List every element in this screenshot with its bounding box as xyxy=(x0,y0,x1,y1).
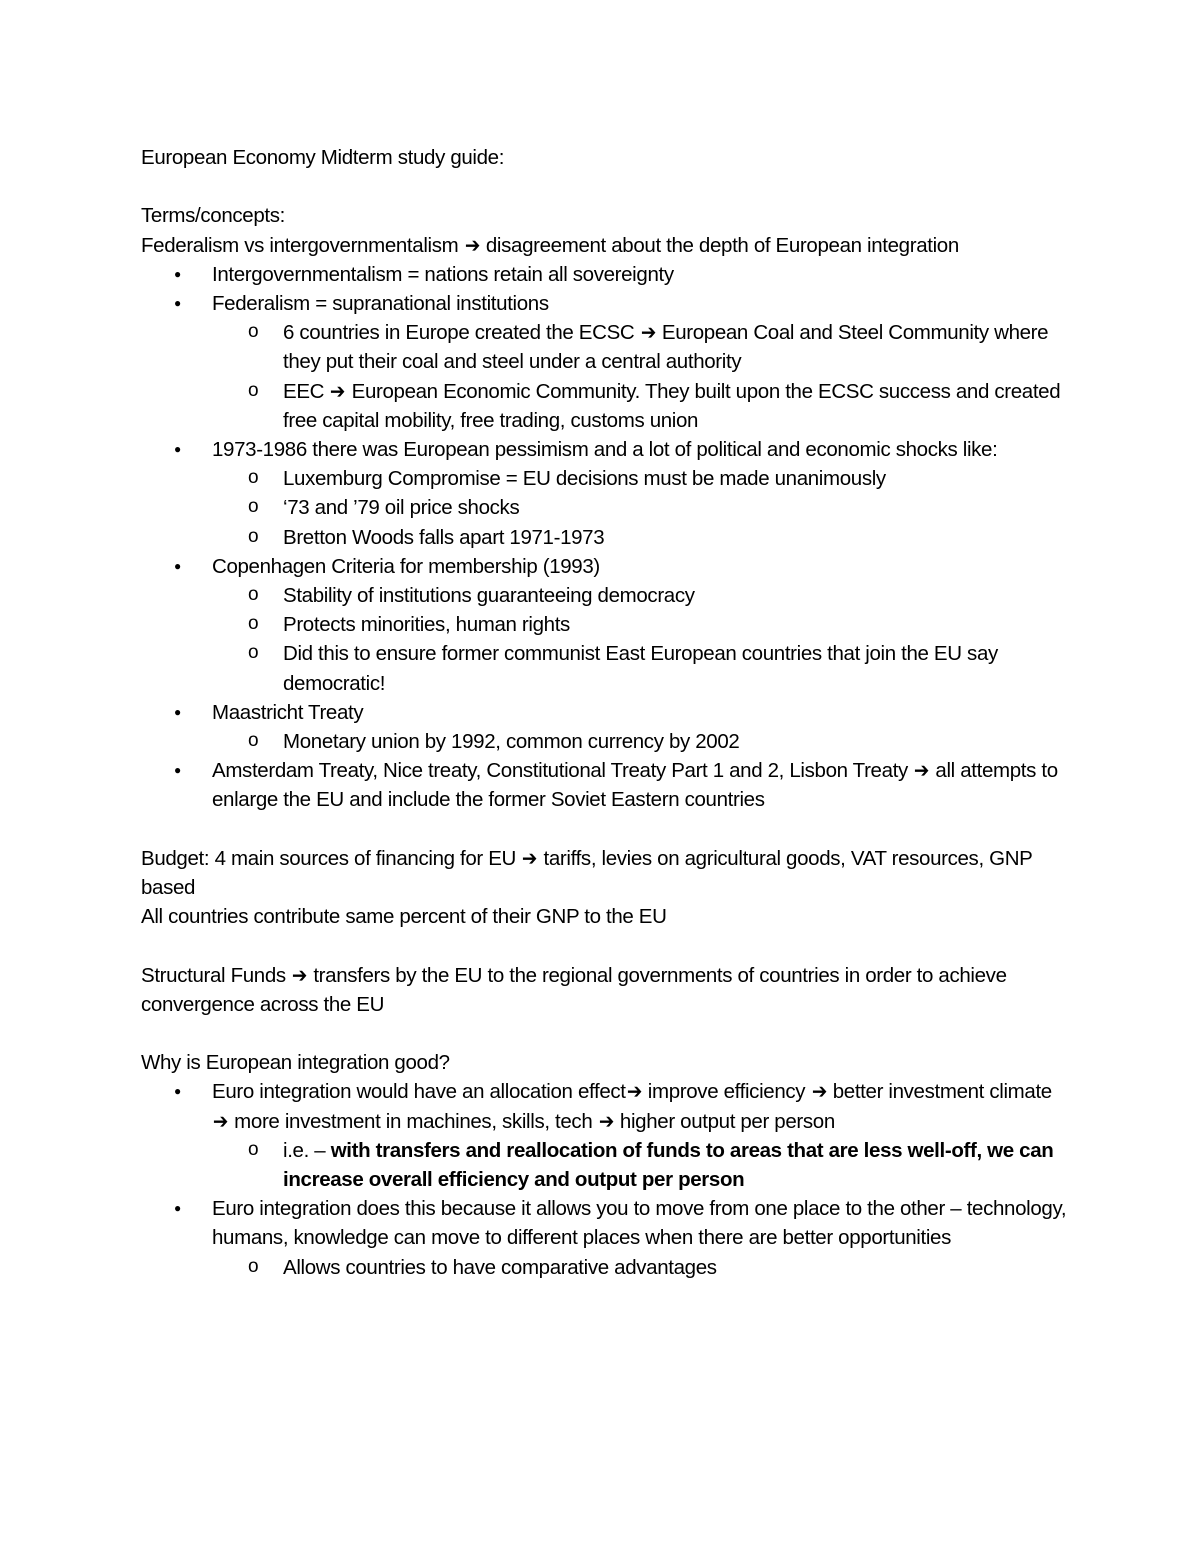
sub-list-item xyxy=(212,464,1071,493)
text: disagreement about the depth of European integration xyxy=(480,233,959,257)
list-item xyxy=(141,1077,1071,1194)
sub-list-item xyxy=(212,493,1071,522)
budget-line xyxy=(141,844,1071,902)
terms-heading: Terms/concepts: xyxy=(141,204,285,228)
list-item xyxy=(141,698,1071,756)
arrow-icon: ➔ xyxy=(291,963,308,987)
text: Budget: 4 main sources of financing for EU xyxy=(141,846,522,870)
text: Structural Funds xyxy=(141,963,292,987)
sub-list-item xyxy=(212,727,1071,756)
list-item xyxy=(141,260,1071,289)
arrow-icon: ➔ xyxy=(811,1080,827,1104)
sub-list-item xyxy=(212,377,1071,435)
sub-list xyxy=(212,318,1071,435)
arrow-icon: ➔ xyxy=(626,1080,642,1104)
list-item xyxy=(141,289,1071,435)
text: tariffs, levies on agricultural goods, VAT resources, GNP based xyxy=(141,846,1033,900)
text: European Economic Community. They built upon the ECSC success and created free capital mobility, free trading, customs union xyxy=(283,379,1061,432)
blank-line xyxy=(141,931,1071,960)
sub-list-item xyxy=(212,639,1071,697)
text: Monetary union by 1992, common currency by 2002 xyxy=(283,730,740,754)
text: Protects minorities, human rights xyxy=(283,613,570,637)
text: 6 countries in Europe created the ECSC xyxy=(283,321,640,345)
text: European Coal and Steel Community where they put their coal and steel under a central authority xyxy=(283,321,1049,374)
blank-line xyxy=(141,1019,1071,1048)
item-text: Intergovernmentalism = nations retain all sovereignty xyxy=(212,262,674,286)
list-item xyxy=(141,1194,1071,1282)
text: Luxemburg Compromise = EU decisions must be made unanimously xyxy=(283,467,886,491)
sub-list xyxy=(212,581,1071,698)
sub-list-item xyxy=(212,318,1071,376)
arrow-icon: ➔ xyxy=(212,1109,228,1133)
arrow-icon: ➔ xyxy=(598,1109,614,1133)
page-title: European Economy Midterm study guide: xyxy=(141,146,505,169)
structural-funds-line xyxy=(141,961,1071,1019)
budget-contribution: All countries contribute same percent of their GNP to the EU xyxy=(141,905,667,929)
text: Allows countries to have comparative advantages xyxy=(283,1255,717,1279)
text: more investment in machines, skills, tech xyxy=(228,1109,598,1133)
text: Bretton Woods falls apart 1971-1973 xyxy=(283,525,605,549)
sub-list xyxy=(212,464,1071,552)
why-list xyxy=(141,1077,1071,1281)
text: higher output per person xyxy=(614,1109,835,1133)
text: i.e. – xyxy=(283,1138,331,1162)
text: all attempts to enlarge the EU and include the former Soviet Eastern countries xyxy=(212,759,1058,812)
blank-line xyxy=(141,172,1071,201)
item-text: Euro integration does this because it allows you to move from one place to the other – technology, humans, knowledge can move to different places when there are better opportunities xyxy=(212,1197,1067,1250)
sub-list xyxy=(212,727,1071,756)
terms-list xyxy=(141,260,1071,815)
document-body xyxy=(141,143,1071,1282)
sub-list-item xyxy=(212,1253,1071,1282)
sub-list-item xyxy=(212,610,1071,639)
text: transfers by the EU to the regional governments of countries in order to achieve convergence across the EU xyxy=(141,963,1007,1016)
sub-list-item xyxy=(212,1136,1071,1194)
text: Federalism vs intergovernmentalism xyxy=(141,233,464,257)
sub-list-item xyxy=(212,581,1071,610)
item-text: Copenhagen Criteria for membership (1993) xyxy=(212,554,600,578)
why-heading: Why is European integration good? xyxy=(141,1051,450,1075)
arrow-icon: ➔ xyxy=(464,233,480,257)
text: better investment climate xyxy=(827,1080,1052,1104)
federalism-line xyxy=(141,231,1071,260)
blank-line xyxy=(141,815,1071,844)
list-item xyxy=(141,756,1071,814)
sub-list xyxy=(212,1136,1071,1194)
list-item xyxy=(141,552,1071,698)
text: Did this to ensure former communist East European countries that join the EU say democratic! xyxy=(283,642,998,695)
arrow-icon: ➔ xyxy=(914,759,930,783)
sub-list xyxy=(212,1253,1071,1282)
bold-text: with transfers and reallocation of funds to areas that are less well-off, we can increase overall efficiency and output per person xyxy=(283,1138,1054,1192)
text: ‘73 and ’79 oil price shocks xyxy=(283,496,520,520)
text: Euro integration would have an allocation effect xyxy=(212,1080,626,1104)
item-text: Federalism = supranational institutions xyxy=(212,292,549,315)
item-text: 1973-1986 there was European pessimism and a lot of political and economic shocks like: xyxy=(212,438,998,462)
arrow-icon: ➔ xyxy=(522,846,538,870)
item-text: Maastricht Treaty xyxy=(212,700,364,724)
sub-list-item xyxy=(212,523,1071,552)
text: EEC xyxy=(283,379,330,403)
list-item xyxy=(141,435,1071,552)
arrow-icon: ➔ xyxy=(330,379,346,403)
text: Amsterdam Treaty, Nice treaty, Constitutional Treaty Part 1 and 2, Lisbon Treaty xyxy=(212,759,914,783)
text: Stability of institutions guaranteeing democracy xyxy=(283,584,695,608)
text: improve efficiency xyxy=(642,1080,811,1104)
arrow-icon: ➔ xyxy=(640,321,656,345)
